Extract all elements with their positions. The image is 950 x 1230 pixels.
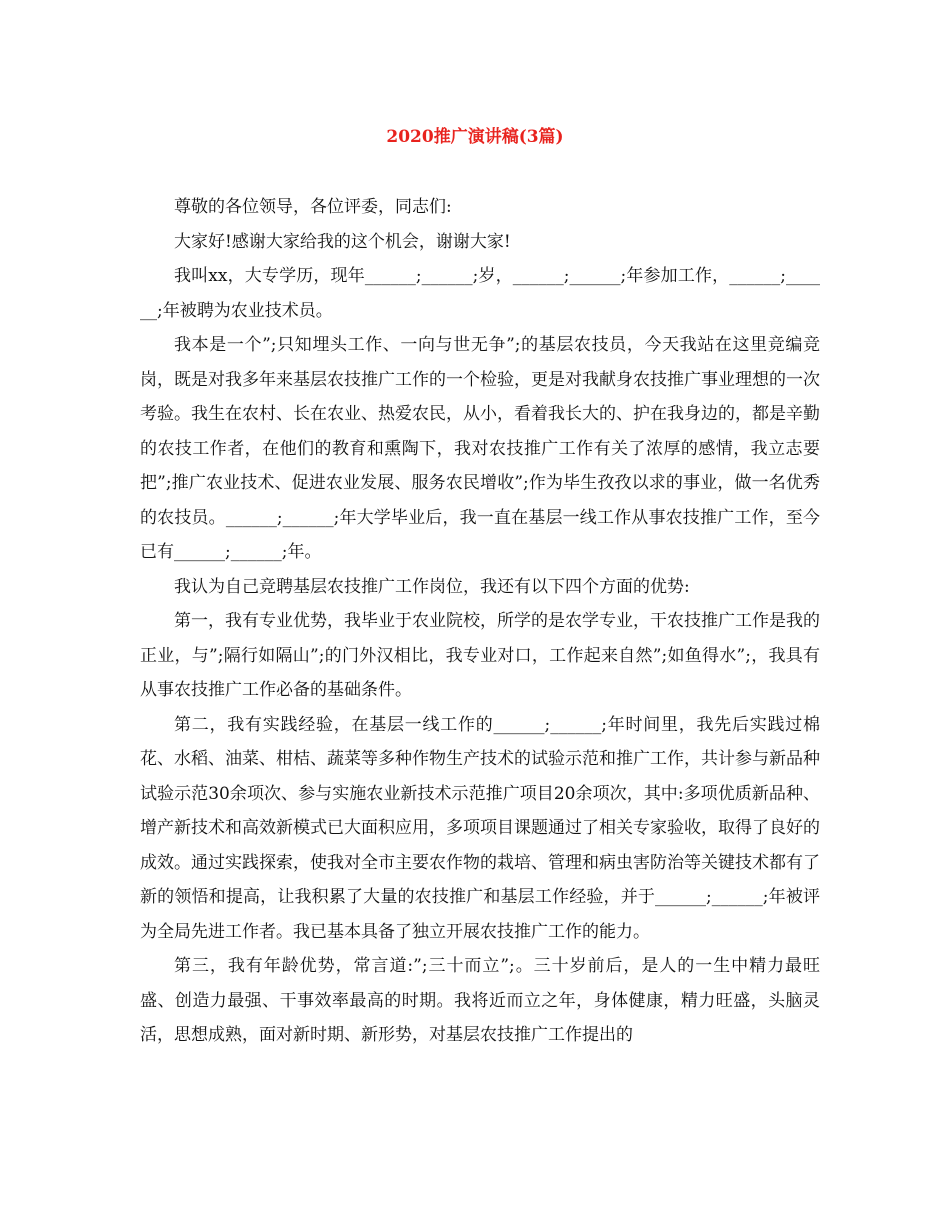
- paragraph-greeting: 大家好!感谢大家给我的这个机会，谢谢大家!: [174, 231, 511, 252]
- paragraph-salutation: 尊敬的各位领导，各位评委，同志们:: [174, 197, 452, 217]
- paragraph-advantage-1: 第一，我有专业优势，我毕业于农业院校，所学的是农学专业，干农技推广工作是我的正业，与”;隔行如隔山”;的门外汉相比，我专业对口，工作起来自然”;如鱼得水”;，我具有从事农技推广工作必备的基础条件。: [140, 611, 820, 700]
- paragraph-introduction: 我叫xx，大专学历，现年______;______;岁，______;______;年参加工作，______;______;年被聘为农业技术员。: [140, 266, 820, 321]
- paragraph-advantages-intro: 我认为自己竞聘基层农技推广工作岗位，我还有以下四个方面的优势:: [174, 576, 690, 597]
- paragraph-background: 我本是一个”;只知埋头工作、一向与世无争”;的基层农技员，今天我站在这里竞编竞岗，既是对我多年来基层农技推广工作的一个检验，更是对我献身农技推广事业理想的一次考验。我生在农村、长在农业、热爱农民，从小，看着我长大的、护在我身边的，都是辛勤的农技工作者，在他们的教育和熏陶下，我对农技推广工作有关了浓厚的感情，我立志要把”;推广农业技术、促进农业发展、服务农民增收”;作为毕生孜孜以求的事业，做一名优秀的农技员。______;______;年大学毕业后，我一直在基层一线工作从事农技推广工作，至今已有______;______;年。: [140, 335, 820, 562]
- paragraph-advantage-3: 第三，我有年龄优势，常言道:”;三十而立”;。三十岁前后，是人的一生中精力最旺盛、创造力最强、干事效率最高的时期。我将近而立之年，身体健康，精力旺盛，头脑灵活，思想成熟，面对新时期、新形势，对基层农技推广工作提出的: [140, 956, 820, 1045]
- document-title: 2020推广演讲稿(3篇): [386, 127, 564, 147]
- document-body: [140, 190, 820, 1053]
- paragraph-advantage-2: 第二，我有实践经验，在基层一线工作的______;______;年时间里，我先后实践过棉花、水稻、油菜、柑桔、蔬菜等多种作物生产技术的试验示范和推广工作，共计参与新品种试验示范30余项次、参与实施农业新技术示范推广项目20余项次，其中:多项优质新品种、增产新技术和高效新模式已大面积应用，多项项目课题通过了相关专家验收，取得了良好的成效。通过实践探索，使我对全市主要农作物的栽培、管理和病虫害防治等关键技术都有了新的领悟和提高，让我积累了大量的农技推广和基层工作经验，并于______;______;年被评为全局先进工作者。我已基本具备了独立开展农技推广工作的能力。: [140, 714, 820, 942]
